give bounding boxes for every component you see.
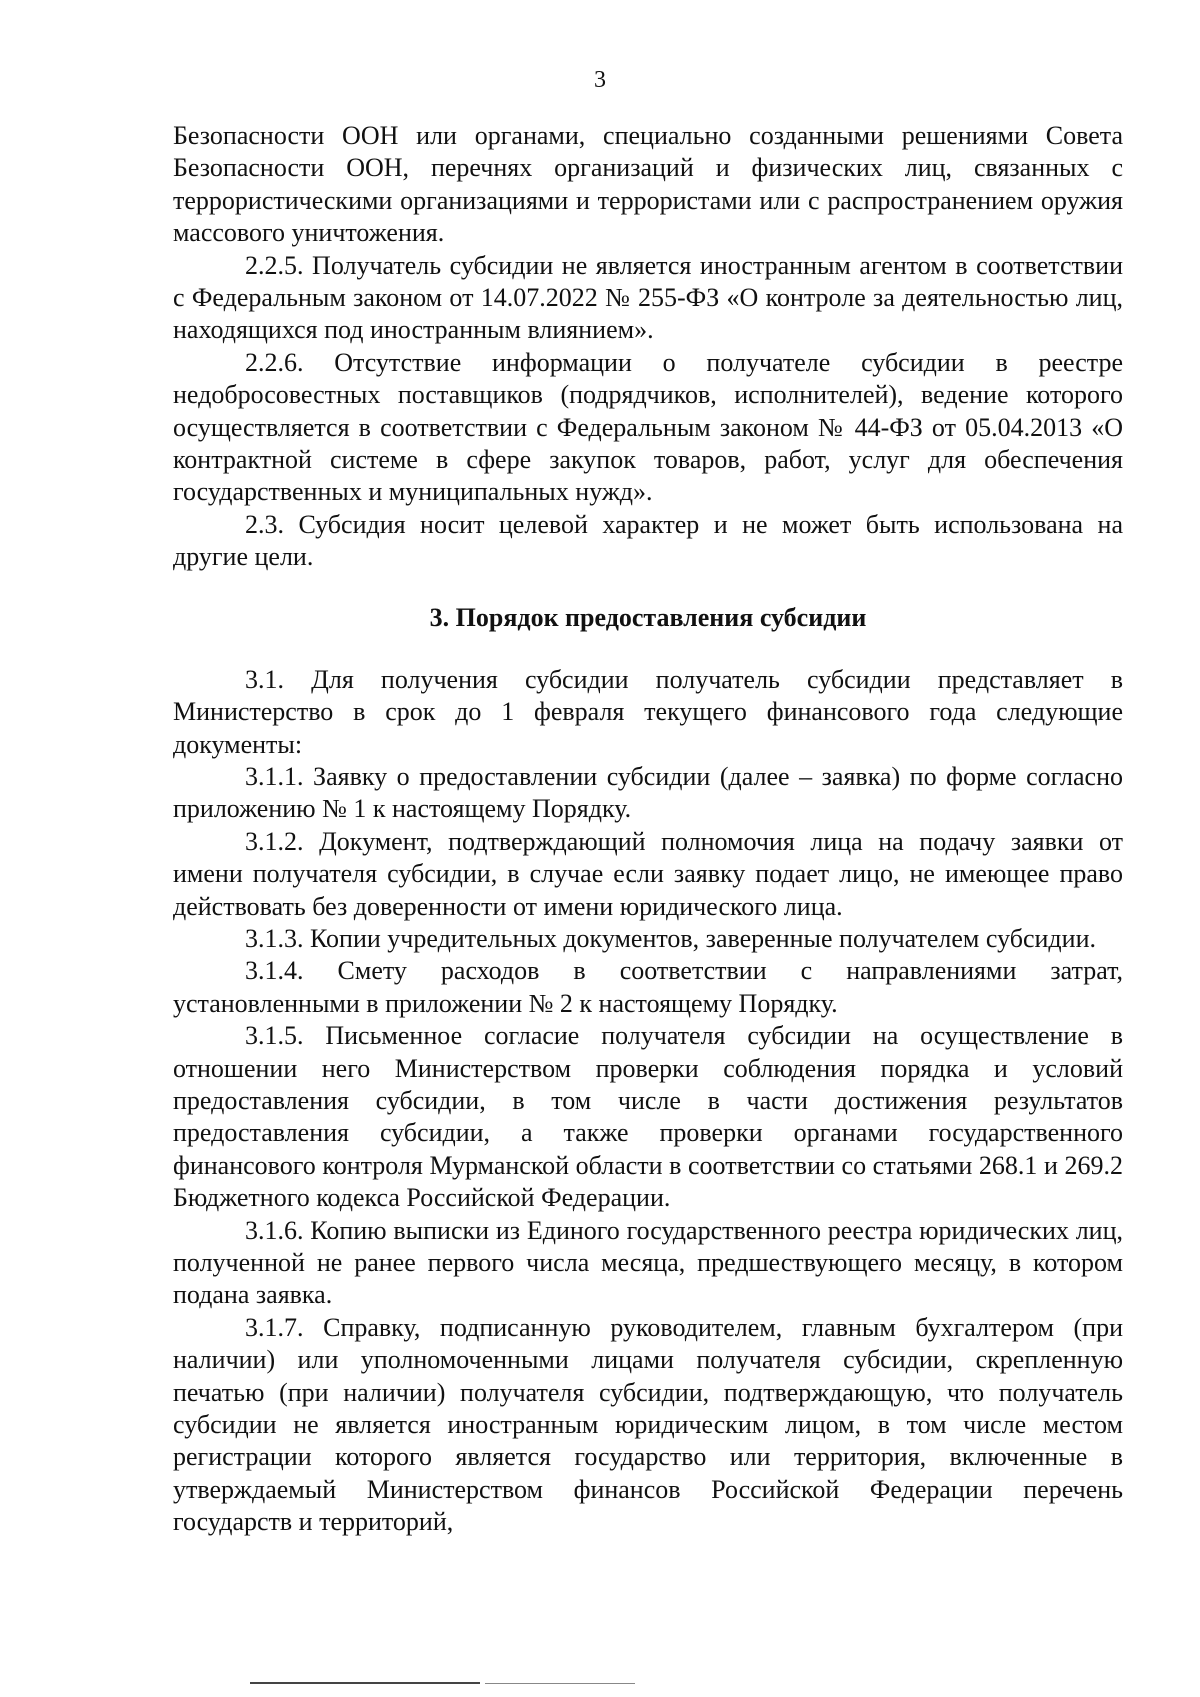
paragraph-3-1-2: 3.1.2. Документ, подтверждающий полномочия лица на подачу заявки от имени получателя субсидии, в случае если заявку подает лицо, не имеющее право действовать без доверенности от имени юридического лица. xyxy=(173,826,1123,921)
section-heading: 3. Порядок предоставления субсидии xyxy=(429,602,867,632)
paragraph-2-3: 2.3. Субсидия носит целевой характер и не может быть использована на другие цели. xyxy=(173,509,1123,572)
document-body xyxy=(173,120,1123,1539)
paragraph-3-1-1: 3.1.1. Заявку о предоставлении субсидии (далее – заявка) по форме согласно приложению № 1 к настоящему Порядку. xyxy=(173,761,1123,824)
paragraph-3-1-6: 3.1.6. Копию выписки из Единого государственного реестра юридических лиц, полученной не ранее первого числа месяца, предшествующего месяцу, в котором подана заявка. xyxy=(173,1215,1123,1310)
paragraph-3-1-3: 3.1.3. Копии учредительных документов, заверенные получателем субсидии. xyxy=(245,923,1096,953)
paragraph-2-2-6: 2.2.6. Отсутствие информации о получателе субсидии в реестре недобросовестных поставщиков (подрядчиков, исполнителей), ведение которого осуществляется в соответствии с Федеральным законом № 44-ФЗ от 05.04.2013 «О контрактной системе в сфере закупок товаров, работ, услуг для обеспечения государственных и муниципальных нужд». xyxy=(173,347,1123,507)
paragraph-2-2-5: 2.2.5. Получатель субсидии не является иностранным агентом в соответствии с Федеральным законом от 14.07.2022 № 255-ФЗ «О контроле за деятельностью лиц, находящихся под иностранным влиянием». xyxy=(173,250,1123,345)
page-number: 3 xyxy=(594,67,606,93)
paragraph-3-1-7: 3.1.7. Справку, подписанную руководителем, главным бухгалтером (при наличии) или уполномоченными лицами получателя субсидии, скрепленную печатью (при наличии) получателя субсидии, подтверждающую, что получатель субсидии не является иностранным юридическим лицом, в том числе местом регистрации которого является государство или территория, включенные в утверждаемый Министерством финансов Российской Федерации перечень государств и территорий, xyxy=(173,1312,1123,1537)
paragraph-3-1-5: 3.1.5. Письменное согласие получателя субсидии на осуществление в отношении него Министерством проверки соблюдения порядка и условий предоставления субсидии, в том числе в части достижения результатов предоставления субсидии, а также проверки органами государственного финансового контроля Мурманской области в соответствии со статьями 268.1 и 269.2 Бюджетного кодекса Российской Федерации. xyxy=(173,1021,1123,1213)
scan-artifact-rule xyxy=(250,1682,480,1684)
paragraph-continuation: Безопасности ООН или органами, специально созданными решениями Совета Безопасности ООН, перечнях организаций и физических лиц, связанных с террористическими организациями и террористами или с распространением оружия массового уничтожения. xyxy=(173,121,1123,248)
scan-artifact-rule-thin xyxy=(485,1683,635,1684)
paragraph-3-1: 3.1. Для получения субсидии получатель субсидии представляет в Министерство в срок до 1 февраля текущего финансового года следующие документы: xyxy=(173,664,1123,759)
paragraph-3-1-4: 3.1.4. Смету расходов в соответствии с направлениями затрат, установленными в приложении № 2 к настоящему Порядку. xyxy=(173,956,1123,1018)
